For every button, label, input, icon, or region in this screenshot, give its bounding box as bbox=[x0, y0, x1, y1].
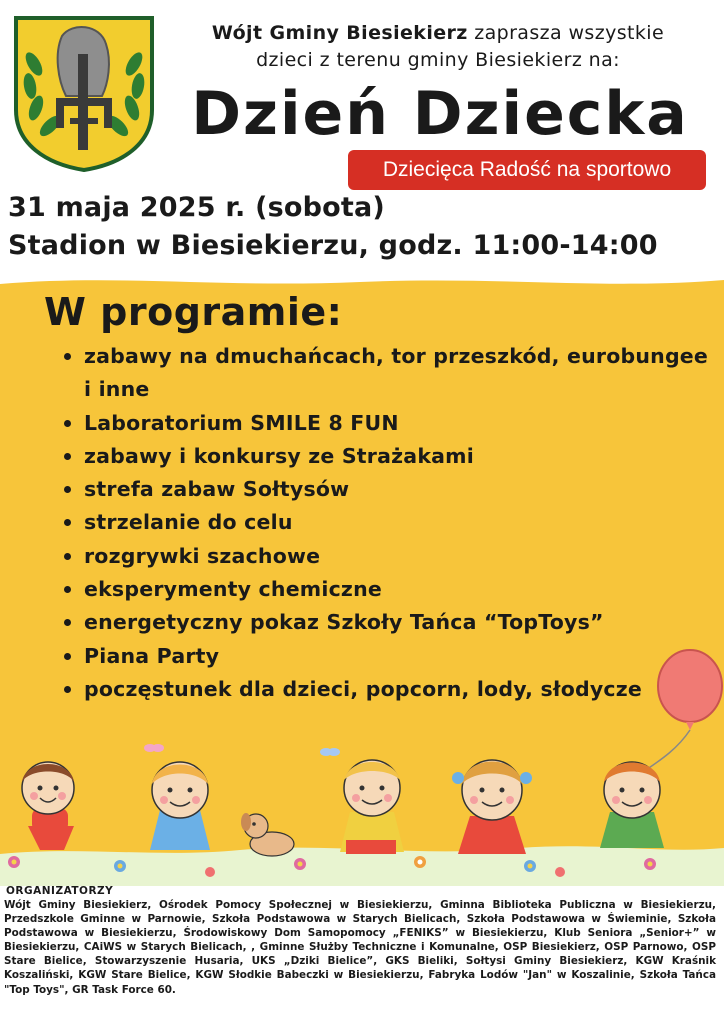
list-item: Piana Party bbox=[64, 640, 714, 673]
list-item: eksperymenty chemiczne bbox=[64, 573, 714, 606]
list-item: strzelanie do celu bbox=[64, 506, 714, 539]
event-date: 31 maja 2025 r. (sobota) bbox=[8, 192, 385, 223]
invitation-line2: dzieci z terenu gminy Biesiekierz na: bbox=[256, 49, 620, 71]
list-item: Laboratorium SMILE 8 FUN bbox=[64, 407, 714, 440]
list-item: poczęstunek dla dzieci, popcorn, lody, słodycze bbox=[64, 673, 714, 706]
organizers-text: Wójt Gminy Biesiekierz, Ośrodek Pomocy Społecznej w Biesiekierzu, Gminna Biblioteka Publiczna w Biesiekierzu, Przedszkole Gminne w Parnowie, Szkoła Podstawowa w Starych Bielicach, Szkoła Podstawowa w Świeminie, Szkoła Podstawowa w Biesiekierzu, Środowiskowy Dom Samopomocy „FENIKS” w Biesiekierzu, Klub Seniora „Senior+” w Biesiekierzu, CAiWS w Starych Bielicach, , Gminne Służby Techniczne i Komunalne, OSP Biesiekierz, OSP Parnowo, OSP Stare Bielice, Stowarzyszenie Husaria, UKS „Dziki Bielice”, GKS Bieliki, Sołtysi Gminy Biesiekierz, KGW Kraśnik Koszaliński, KGW Stare Bielice, KGW Słodkie Babeczki w Biesiekierzu, Fabryka Lodów "Jan" w Koszalinie, Szkoła Tańca "Top Toys", GR Task Force 60. bbox=[4, 899, 716, 996]
list-item: strefa zabaw Sołtysów bbox=[64, 473, 714, 506]
page-title: Dzień Dziecka bbox=[191, 79, 689, 149]
list-item: rozgrywki szachowe bbox=[64, 540, 714, 573]
organizers-heading: ORGANIZATORZY bbox=[6, 885, 114, 897]
list-item: zabawy na dmuchańcach, tor przeszkód, eurobungee i inne bbox=[64, 340, 714, 407]
invitation-host: Wójt Gminy Biesiekierz bbox=[211, 22, 468, 44]
invitation-line1: zaprasza wszystkie bbox=[467, 22, 665, 44]
kids-illustration bbox=[0, 640, 724, 886]
list-item: zabawy i konkursy ze Strażakami bbox=[64, 440, 714, 473]
subtitle-badge: Dziecięca Radość na sportowo bbox=[348, 150, 706, 190]
list-item: energetyczny pokaz Szkoły Tańca “TopToys” bbox=[64, 606, 714, 639]
event-place: Stadion w Biesiekierzu, godz. 11:00-14:00 bbox=[8, 230, 658, 261]
coat-of-arms-logo bbox=[12, 14, 156, 172]
invitation-text bbox=[168, 20, 708, 74]
program-heading: W programie: bbox=[44, 290, 343, 334]
